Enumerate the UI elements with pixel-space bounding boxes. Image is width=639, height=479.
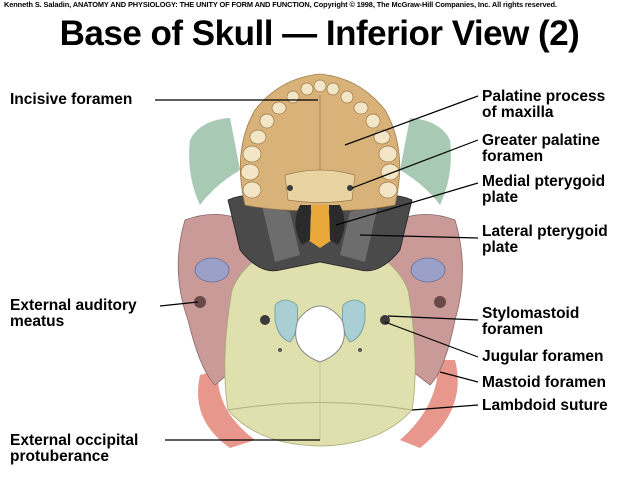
vomer — [308, 205, 332, 248]
label-mastoid-foramen: Mastoid foramen — [482, 374, 607, 391]
label-jugular-foramen: Jugular foramen — [482, 348, 604, 365]
label-incisive-foramen: Incisive foramen — [10, 91, 133, 108]
label-external-occipital-protuberance: External occipital protuberance — [10, 432, 139, 465]
label-lateral-pterygoid-plate: Lateral pterygoid plate — [482, 223, 608, 256]
jugular-foramen-left — [260, 315, 270, 325]
ext-auditory-meatus-right — [434, 296, 446, 308]
label-stylomastoid-foramen: Stylomastoid foramen — [482, 305, 580, 338]
label-medial-pterygoid-plate: Medial pterygoid plate — [482, 173, 606, 206]
page-title: Base of Skull — Inferior View (2) — [59, 14, 580, 53]
mandibular-fossa-left — [195, 258, 229, 282]
label-palatine-process: Palatine process of maxilla — [482, 88, 606, 121]
copyright-credit: Kenneth S. Saladin, ANATOMY AND PHYSIOLOGY: THE UNITY OF FORM AND FUNCTION, Copyright © 1998, The McGraw-Hill Companies, Inc. All rights reserved. — [4, 0, 557, 9]
palatine-bone — [285, 170, 355, 203]
zygomatic-bone-left — [189, 118, 240, 205]
label-greater-palatine-foramen: Greater palatine foramen — [482, 132, 601, 165]
label-external-auditory-meatus: External auditory meatus — [10, 297, 137, 330]
zygomatic-bone-right — [400, 118, 451, 205]
label-lambdoid-suture: Lambdoid suture — [482, 397, 608, 414]
mandibular-fossa-right — [411, 258, 445, 282]
